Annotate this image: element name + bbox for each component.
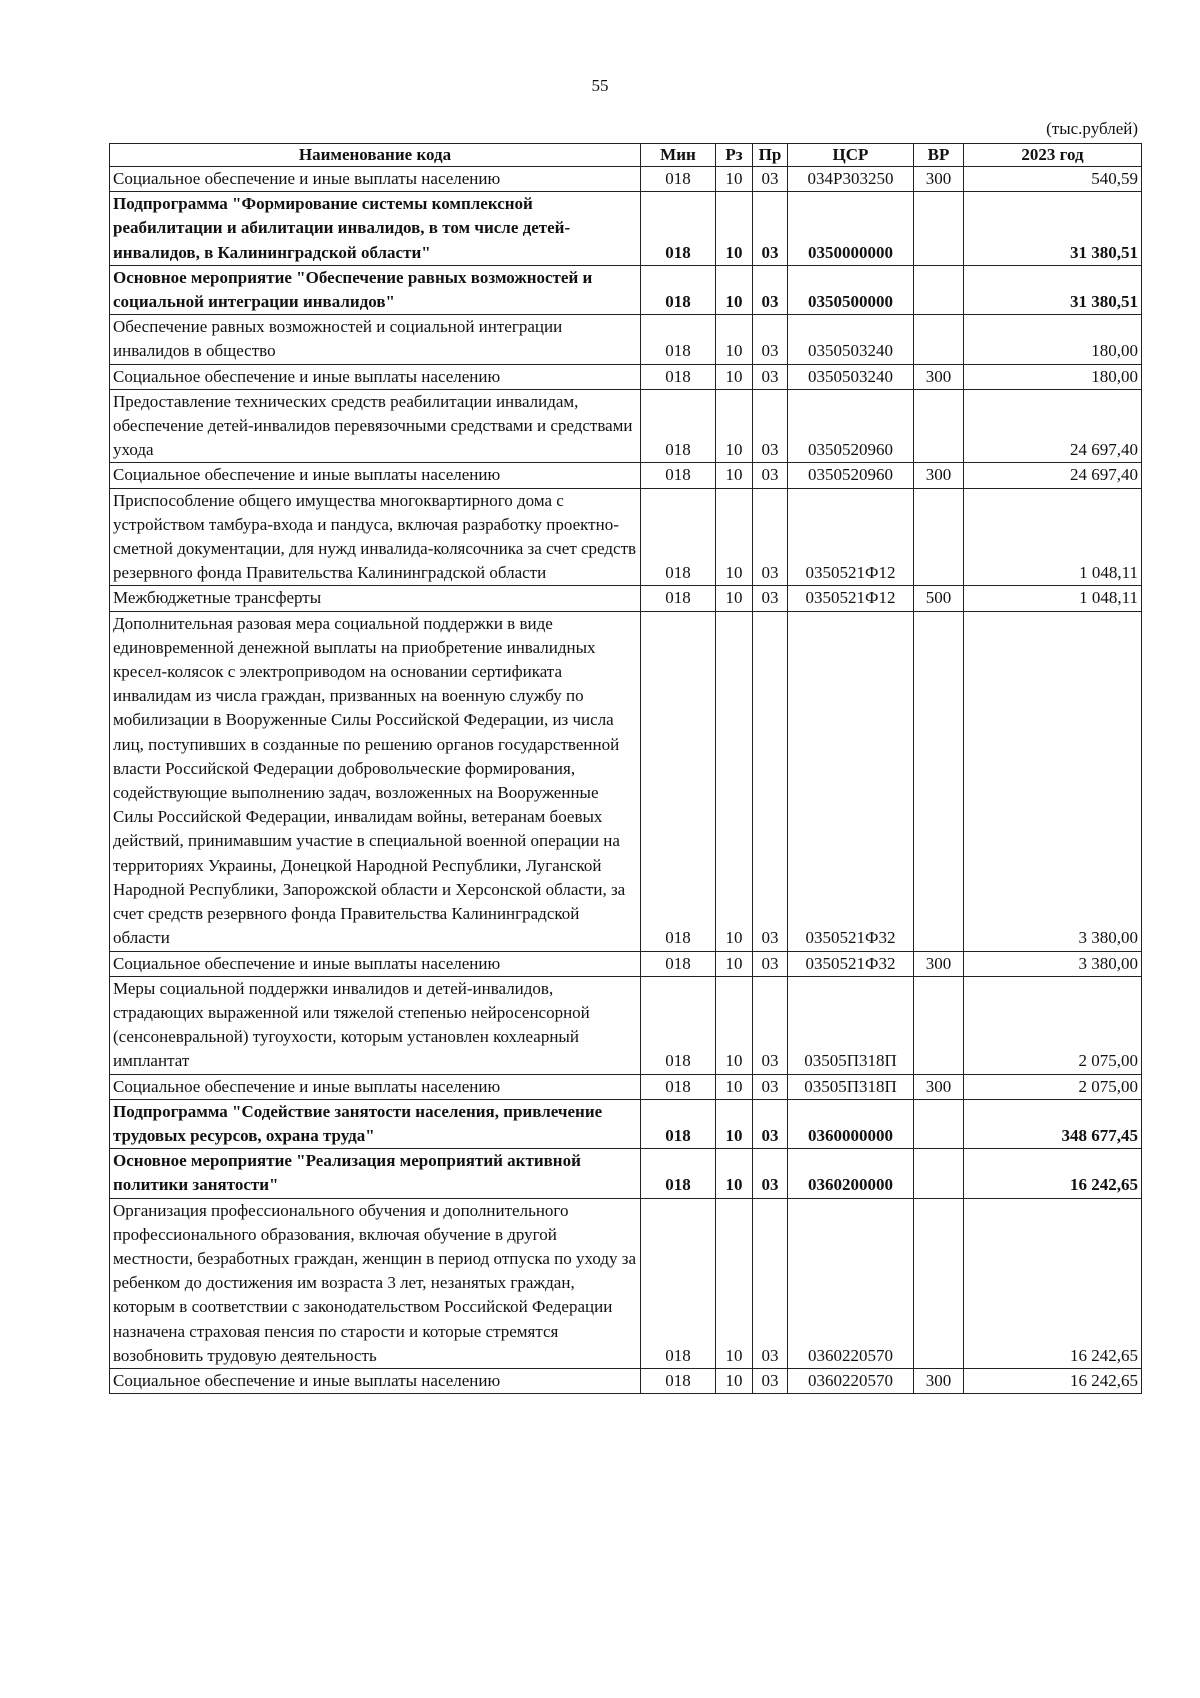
table-row bbox=[110, 389, 1142, 463]
cell-min: 018 bbox=[641, 976, 716, 1074]
cell-amount: 31 380,51 bbox=[964, 265, 1142, 314]
cell-vr bbox=[914, 1198, 964, 1368]
cell-pr: 03 bbox=[753, 1149, 788, 1198]
cell-min: 018 bbox=[641, 463, 716, 488]
table-row bbox=[110, 463, 1142, 488]
cell-rz: 10 bbox=[716, 976, 753, 1074]
cell-amount: 2 075,00 bbox=[964, 976, 1142, 1074]
page-number: 55 bbox=[591, 76, 609, 95]
cell-amount: 180,00 bbox=[964, 364, 1142, 389]
cell-min: 018 bbox=[641, 1074, 716, 1099]
table-row bbox=[110, 976, 1142, 1074]
cell-min: 018 bbox=[641, 586, 716, 611]
cell-min: 018 bbox=[641, 611, 716, 951]
cell-rz: 10 bbox=[716, 364, 753, 389]
cell-rz: 10 bbox=[716, 586, 753, 611]
cell-pr: 03 bbox=[753, 611, 788, 951]
cell-pr: 03 bbox=[753, 364, 788, 389]
table-header bbox=[110, 144, 1142, 167]
cell-csr: 034Р303250 bbox=[788, 167, 914, 192]
cell-amount: 3 380,00 bbox=[964, 611, 1142, 951]
cell-vr bbox=[914, 1149, 964, 1198]
table-row bbox=[110, 364, 1142, 389]
cell-csr: 0350521Ф32 bbox=[788, 611, 914, 951]
table-row bbox=[110, 1099, 1142, 1148]
cell-pr: 03 bbox=[753, 315, 788, 364]
cell-min: 018 bbox=[641, 167, 716, 192]
table-row bbox=[110, 951, 1142, 976]
cell-name: Дополнительная разовая мера социальной поддержки в виде единовременной денежной выплаты на приобретение инвалидных кресел-колясок с электроприводом на основании сертификата инвалидам из числа граждан, призванных на военную службу по мобилизации в Вооруженные Силы Российской Федерации, из числа лиц, поступивших в созданные по решению органов государственной власти Российской Федерации добровольческие формирования, содействующие выполнению задач, возложенных на Вооруженные Силы Российской Федерации, инвалидам войны, ветеранам боевых действий, принимавшим участие в специальной военной операции на территориях Украины, Донецкой Народной Республики, Луганской Народной Республики, Запорожской области и Херсонской области, за счет средств резервного фонда Правительства Калининградской области bbox=[110, 611, 641, 951]
cell-csr: 0350520960 bbox=[788, 389, 914, 463]
table-row bbox=[110, 1198, 1142, 1368]
header-amount: 2023 год bbox=[964, 144, 1142, 167]
cell-rz: 10 bbox=[716, 1074, 753, 1099]
cell-csr: 0350520960 bbox=[788, 463, 914, 488]
cell-vr bbox=[914, 488, 964, 586]
cell-name: Обеспечение равных возможностей и социальной интеграции инвалидов в общество bbox=[110, 315, 641, 364]
cell-rz: 10 bbox=[716, 315, 753, 364]
cell-vr: 300 bbox=[914, 1074, 964, 1099]
table-row bbox=[110, 1149, 1142, 1198]
cell-pr: 03 bbox=[753, 463, 788, 488]
cell-vr bbox=[914, 611, 964, 951]
table-row bbox=[110, 488, 1142, 586]
header-name: Наименование кода bbox=[110, 144, 641, 167]
cell-rz: 10 bbox=[716, 611, 753, 951]
cell-name: Социальное обеспечение и иные выплаты населению bbox=[110, 1074, 641, 1099]
cell-vr: 300 bbox=[914, 951, 964, 976]
header-rz: Рз bbox=[716, 144, 753, 167]
cell-name: Основное мероприятие "Реализация мероприятий активной политики занятости" bbox=[110, 1149, 641, 1198]
cell-min: 018 bbox=[641, 488, 716, 586]
table-row bbox=[110, 611, 1142, 951]
cell-min: 018 bbox=[641, 364, 716, 389]
cell-csr: 0350503240 bbox=[788, 364, 914, 389]
cell-csr: 0360220570 bbox=[788, 1368, 914, 1393]
cell-pr: 03 bbox=[753, 1198, 788, 1368]
cell-amount: 540,59 bbox=[964, 167, 1142, 192]
cell-amount: 16 242,65 bbox=[964, 1198, 1142, 1368]
cell-pr: 03 bbox=[753, 192, 788, 266]
cell-vr bbox=[914, 1099, 964, 1148]
cell-rz: 10 bbox=[716, 167, 753, 192]
cell-pr: 03 bbox=[753, 1368, 788, 1393]
cell-vr: 300 bbox=[914, 1368, 964, 1393]
table-row bbox=[110, 1368, 1142, 1393]
cell-name: Социальное обеспечение и иные выплаты населению bbox=[110, 364, 641, 389]
table-row bbox=[110, 1074, 1142, 1099]
cell-rz: 10 bbox=[716, 1149, 753, 1198]
cell-min: 018 bbox=[641, 389, 716, 463]
cell-min: 018 bbox=[641, 1149, 716, 1198]
header-min: Мин bbox=[641, 144, 716, 167]
table-row bbox=[110, 315, 1142, 364]
cell-csr: 0350503240 bbox=[788, 315, 914, 364]
cell-name: Приспособление общего имущества многоквартирного дома с устройством тамбура-входа и пандуса, включая разработку проектно-сметной документации, для нужд инвалида-колясочника за счет средств резервного фонда Правительства Калининградской области bbox=[110, 488, 641, 586]
cell-vr: 300 bbox=[914, 167, 964, 192]
cell-min: 018 bbox=[641, 265, 716, 314]
budget-table bbox=[109, 143, 1142, 1394]
cell-rz: 10 bbox=[716, 1368, 753, 1393]
cell-pr: 03 bbox=[753, 389, 788, 463]
cell-min: 018 bbox=[641, 192, 716, 266]
cell-vr: 300 bbox=[914, 463, 964, 488]
cell-amount: 180,00 bbox=[964, 315, 1142, 364]
cell-amount: 1 048,11 bbox=[964, 586, 1142, 611]
cell-amount: 348 677,45 bbox=[964, 1099, 1142, 1148]
cell-vr: 300 bbox=[914, 364, 964, 389]
cell-amount: 2 075,00 bbox=[964, 1074, 1142, 1099]
cell-csr: 0360000000 bbox=[788, 1099, 914, 1148]
cell-pr: 03 bbox=[753, 1074, 788, 1099]
cell-min: 018 bbox=[641, 1198, 716, 1368]
cell-rz: 10 bbox=[716, 951, 753, 976]
cell-name: Подпрограмма "Формирование системы комплексной реабилитации и абилитации инвалидов, в том числе детей-инвалидов, в Калининградской области" bbox=[110, 192, 641, 266]
cell-name: Социальное обеспечение и иные выплаты населению bbox=[110, 951, 641, 976]
cell-vr bbox=[914, 315, 964, 364]
cell-amount: 16 242,65 bbox=[964, 1368, 1142, 1393]
cell-rz: 10 bbox=[716, 463, 753, 488]
cell-name: Организация профессионального обучения и дополнительного профессионального образования, включая обучение в другой местности, безработных граждан, женщин в период отпуска по уходу за ребенком до достижения им возраста 3 лет, незанятых граждан, которым в соответствии с законодательством Российской Федерации назначена страховая пенсия по старости и которые стремятся возобновить трудовую деятельность bbox=[110, 1198, 641, 1368]
header-vr: ВР bbox=[914, 144, 964, 167]
table-row bbox=[110, 265, 1142, 314]
cell-csr: 03505П318П bbox=[788, 976, 914, 1074]
cell-amount: 16 242,65 bbox=[964, 1149, 1142, 1198]
header-pr: Пр bbox=[753, 144, 788, 167]
cell-name: Социальное обеспечение и иные выплаты населению bbox=[110, 463, 641, 488]
cell-min: 018 bbox=[641, 1368, 716, 1393]
cell-csr: 0350500000 bbox=[788, 265, 914, 314]
cell-vr bbox=[914, 265, 964, 314]
cell-amount: 1 048,11 bbox=[964, 488, 1142, 586]
cell-name: Предоставление технических средств реабилитации инвалидам, обеспечение детей-инвалидов перевязочными средствами и средствами ухода bbox=[110, 389, 641, 463]
cell-pr: 03 bbox=[753, 265, 788, 314]
cell-csr: 0350521Ф12 bbox=[788, 488, 914, 586]
cell-rz: 10 bbox=[716, 488, 753, 586]
cell-csr: 0360220570 bbox=[788, 1198, 914, 1368]
cell-rz: 10 bbox=[716, 1099, 753, 1148]
cell-vr bbox=[914, 192, 964, 266]
cell-min: 018 bbox=[641, 315, 716, 364]
header-csr: ЦСР bbox=[788, 144, 914, 167]
cell-csr: 03505П318П bbox=[788, 1074, 914, 1099]
cell-vr bbox=[914, 389, 964, 463]
cell-name: Меры социальной поддержки инвалидов и детей-инвалидов, страдающих выраженной или тяжелой степенью нейросенсорной (сенсоневральной) тугоухости, которым установлен кохлеарный имплантат bbox=[110, 976, 641, 1074]
cell-min: 018 bbox=[641, 1099, 716, 1148]
cell-vr bbox=[914, 976, 964, 1074]
cell-pr: 03 bbox=[753, 167, 788, 192]
table-body bbox=[110, 167, 1142, 1394]
cell-csr: 0360200000 bbox=[788, 1149, 914, 1198]
cell-amount: 24 697,40 bbox=[964, 463, 1142, 488]
cell-name: Подпрограмма "Содействие занятости населения, привлечение трудовых ресурсов, охрана труда" bbox=[110, 1099, 641, 1148]
cell-amount: 31 380,51 bbox=[964, 192, 1142, 266]
cell-pr: 03 bbox=[753, 951, 788, 976]
table-row bbox=[110, 167, 1142, 192]
cell-csr: 0350521Ф32 bbox=[788, 951, 914, 976]
cell-pr: 03 bbox=[753, 488, 788, 586]
cell-name: Основное мероприятие "Обеспечение равных возможностей и социальной интеграции инвалидов" bbox=[110, 265, 641, 314]
cell-csr: 0350000000 bbox=[788, 192, 914, 266]
cell-csr: 0350521Ф12 bbox=[788, 586, 914, 611]
cell-rz: 10 bbox=[716, 192, 753, 266]
header-row bbox=[110, 144, 1142, 167]
cell-rz: 10 bbox=[716, 389, 753, 463]
cell-pr: 03 bbox=[753, 976, 788, 1074]
cell-name: Социальное обеспечение и иные выплаты населению bbox=[110, 1368, 641, 1393]
cell-pr: 03 bbox=[753, 1099, 788, 1148]
cell-pr: 03 bbox=[753, 586, 788, 611]
cell-rz: 10 bbox=[716, 1198, 753, 1368]
table-row bbox=[110, 586, 1142, 611]
table-row bbox=[110, 192, 1142, 266]
cell-amount: 3 380,00 bbox=[964, 951, 1142, 976]
cell-name: Социальное обеспечение и иные выплаты населению bbox=[110, 167, 641, 192]
cell-amount: 24 697,40 bbox=[964, 389, 1142, 463]
cell-name: Межбюджетные трансферты bbox=[110, 586, 641, 611]
units-label: (тыс.рублей) bbox=[1046, 119, 1138, 138]
cell-rz: 10 bbox=[716, 265, 753, 314]
cell-min: 018 bbox=[641, 951, 716, 976]
cell-vr: 500 bbox=[914, 586, 964, 611]
